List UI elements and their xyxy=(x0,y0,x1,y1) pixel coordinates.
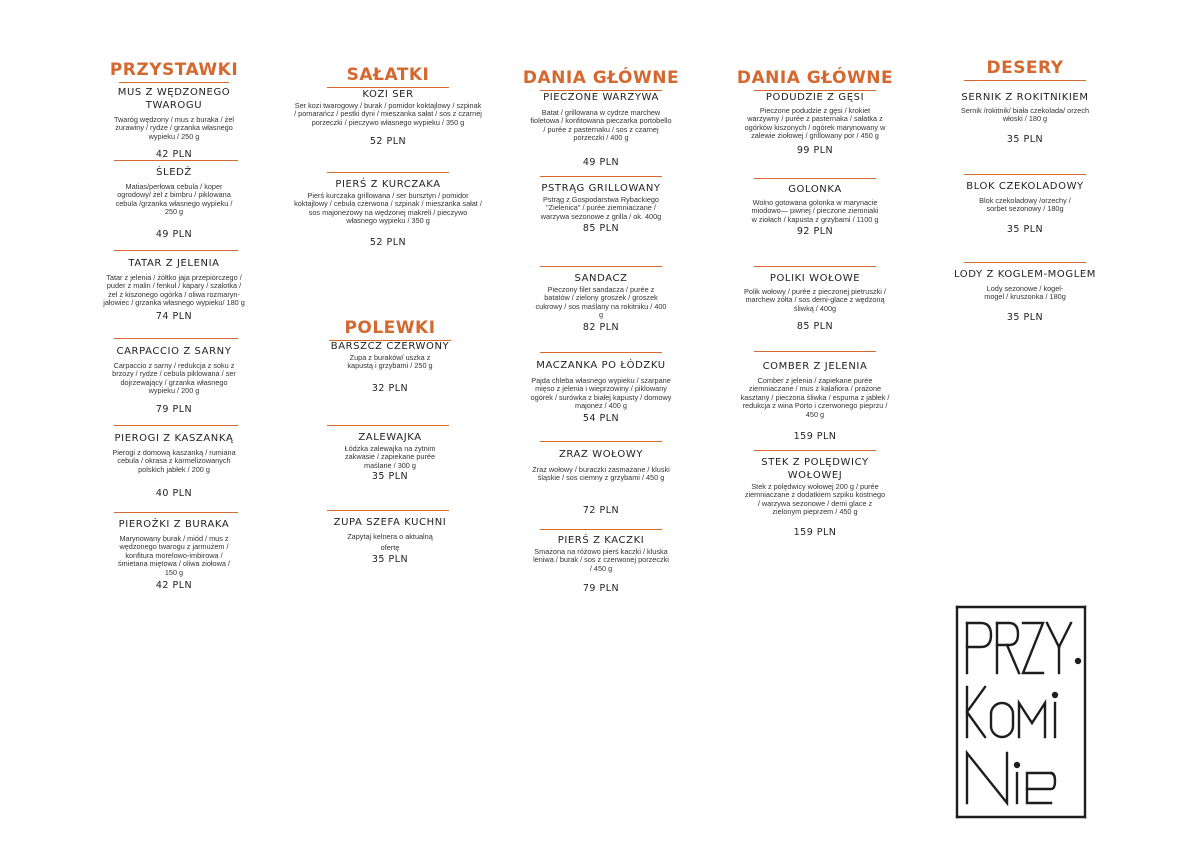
item-description: Pajda chleba własnego wypieku / szarpane mięso z jelenia i wieprzowiny / piklowany ogórek / surówka z białej kapusty / domowy majonez / 400 g xyxy=(530,376,672,411)
item-name: STEK Z POLĘDWICY WOŁOWEJ xyxy=(761,457,869,481)
item-description: Lody sezonowe / kogel-mogel / kruszonka / 180g xyxy=(984,284,1066,302)
menu-item xyxy=(300,431,480,482)
item-description: Pieczony filet sandacza / purée z batatów / zielony groszek / groszek cukrowy / sos maślany na rokitniku / 400 g xyxy=(535,285,667,320)
item-name: BLOK CZEKOLADOWY xyxy=(966,181,1084,192)
item-divider xyxy=(754,351,876,352)
item-price: 85 PLN xyxy=(582,223,620,235)
menu-item xyxy=(103,166,245,240)
item-divider xyxy=(540,266,662,267)
item-divider xyxy=(540,352,662,353)
item-name: KOZI SER xyxy=(362,89,414,100)
item-price: 54 PLN xyxy=(582,412,620,424)
menu-item xyxy=(103,257,245,322)
item-description: Blok czekoladowy /orzechy / sorbet sezonowy / 180g xyxy=(979,196,1071,214)
menu-item xyxy=(300,516,480,565)
item-divider xyxy=(540,529,662,530)
item-description: Carpaccio z sarny / redukcja z soku z brzozy / rydze / cebula piklowana / ser dojrzewający / grzanka własnego wypieku / 200 g xyxy=(112,361,236,396)
menu-item xyxy=(522,91,680,168)
item-divider xyxy=(754,450,876,451)
item-price: 35 PLN xyxy=(371,554,409,565)
menu-item xyxy=(736,91,894,156)
item-description: Matias/perłowa cebula / koper ogrodowy/ żel z bimbru / piklowana cebula /grzanka własnego wypieku / 250 g xyxy=(115,182,233,217)
item-name: PIEROŻKI Z BURAKA xyxy=(118,519,230,530)
section-title: POLEWKI xyxy=(344,318,436,338)
item-name: PIERŚ Z KURCZAKA xyxy=(335,179,441,190)
item-divider xyxy=(964,262,1086,263)
item-divider xyxy=(540,441,662,442)
item-description: Marynowany burak / miód / mus z wędzonego twarogu z jarmużem / konfitura morelowo-imbirowa / śmietana miętowa / oliwa ziołowa / 150 g xyxy=(118,534,230,577)
item-divider xyxy=(114,425,238,426)
column-dania-glowne-1-items xyxy=(522,91,680,611)
menu-item xyxy=(293,178,483,248)
item-name: PIECZONE WARZYWA xyxy=(543,92,659,103)
item-name: PSTRĄG GRILLOWANY xyxy=(541,183,661,194)
item-price: 85 PLN xyxy=(796,321,834,333)
item-description: Pstrąg z Gospodarstwa Rybackiego "Zielenica" / purée ziemniaczane / warzywa sezonowe z grilla / ok. 400g xyxy=(540,195,662,221)
item-name: LODY Z KOGLEM-MOGLEM xyxy=(953,269,1097,280)
item-description: Smażona na różowo pierś kaczki / kluska leniwa / burak / sos z czerwonej porzeczki / 450 g xyxy=(533,547,669,573)
item-divider xyxy=(327,172,449,173)
item-description: Stek z polędwicy wołowej 200 g / purée ziemniaczane z dodatkiem szpiku kostnego / warzywa sezonowe / demi glace z zielonym pieprzem / 450 g xyxy=(744,482,886,517)
item-description: Pierś kurczaka grillowana / ser bursztyn / pomidor koktajlowy / cebula czerwona / szpinak / mieszanka sałat / sos majonezowy na wędzonej makreli / pieczywo własnego wypieku / 350 g xyxy=(294,191,482,226)
column-desery-items xyxy=(950,91,1100,331)
przykominie-logo-icon xyxy=(955,605,1087,819)
item-price: 35 PLN xyxy=(1006,223,1044,235)
item-price: 42 PLN xyxy=(155,580,193,592)
item-description: Tatar z jelenia / żółtko jaja przepiórczego / puder z malin / fenkuł / kapary / szalotka / żel z kiszonego ogórka / oliwa rozmaryn-jałowiec / grzanka własnego wypieku/ 180 g xyxy=(103,273,245,308)
item-name: TATAR Z JELENIA xyxy=(128,258,220,269)
item-name: MACZANKA PO ŁÓDZKU xyxy=(536,360,666,371)
item-price: 92 PLN xyxy=(796,226,834,238)
item-divider xyxy=(114,512,238,513)
item-price: 159 PLN xyxy=(793,431,837,443)
item-divider xyxy=(754,266,876,267)
menu-item xyxy=(300,340,480,394)
item-name: CARPACCIO Z SARNY xyxy=(116,346,232,357)
item-name: PIEROGI Z KASZANKĄ xyxy=(114,433,234,444)
menu-item xyxy=(736,183,894,237)
item-name: COMBER Z JELENIA xyxy=(762,361,868,372)
column-przystawki xyxy=(103,60,245,87)
section-title: DANIA GŁÓWNE xyxy=(736,68,894,88)
column-desery xyxy=(950,58,1100,85)
item-description: Comber z jelenia / zapiekane purée ziemniaczane / mus z kalafiora / prażone kasztany / pieczona śliwka / espuma z jabłek / redukcja z wina Porto i czerwonego pieprzu / 450 g xyxy=(740,376,890,419)
item-description: Pierogi z domową kaszanką / rumiana cebula / okrasa z karmelizowanych polskich jabłek / 200 g xyxy=(112,448,236,474)
section-title: SAŁATKI xyxy=(346,65,430,85)
title-underline xyxy=(119,82,229,83)
item-description: Zapytaj kelnera o aktualną ofertę xyxy=(347,532,433,552)
item-name: MUS Z WĘDZONEGO TWAROGU xyxy=(117,87,231,111)
section-title: PRZYSTAWKI xyxy=(109,60,239,80)
item-description: Batat / grillowana w cydrze marchew fioletowa / konfitowana pieczarka portobello / purée z pasternaku / sos z czarnej porzeczki / 400 g xyxy=(530,108,672,143)
item-price: 72 PLN xyxy=(582,504,620,516)
column-przystawki-items xyxy=(103,86,245,606)
menu-item xyxy=(736,272,894,332)
item-divider xyxy=(964,174,1086,175)
item-name: GOLONKA xyxy=(788,184,842,195)
item-name: POLIKI WOŁOWE xyxy=(769,273,861,284)
menu-item xyxy=(736,360,894,442)
item-divider xyxy=(754,178,876,179)
item-description: Wolno gotowana golonka w marynacie miodowo— piwnej / pieczone ziemniaki w ziołach / kapusta z grzybami / 1100 g xyxy=(751,198,879,224)
item-price: 35 PLN xyxy=(1006,133,1044,145)
item-name: SANDACZ xyxy=(574,273,628,284)
item-description: Zraz wołowy / buraczki zasmażane / kluski śląskie / sos ciemny z grzybami / 450 g xyxy=(532,465,670,483)
item-divider xyxy=(540,176,662,177)
menu-item xyxy=(522,448,680,516)
item-name: ZRAZ WOŁOWY xyxy=(558,449,644,460)
item-name: PIERŚ Z KACZKI xyxy=(557,535,645,546)
item-price: 79 PLN xyxy=(155,403,193,415)
menu-item xyxy=(103,432,245,499)
item-name: ŚLEDŹ xyxy=(156,167,192,178)
item-price: 99 PLN xyxy=(796,144,834,156)
menu-item xyxy=(950,180,1100,235)
item-name: ZALEWAJKA xyxy=(358,432,422,443)
item-description: Łódzka zalewajka na żytnim zakwasie / zapiekane purée maślane / 300 g xyxy=(344,444,436,470)
item-divider xyxy=(114,250,238,251)
item-price: 79 PLN xyxy=(582,583,620,595)
menu-item xyxy=(736,456,894,538)
item-divider xyxy=(327,425,449,426)
item-price: 74 PLN xyxy=(155,310,193,322)
menu-item xyxy=(103,86,245,160)
menu-item xyxy=(522,182,680,234)
column-dania-glowne-2-items xyxy=(736,91,894,541)
item-price: 42 PLN xyxy=(155,149,193,161)
menu-item xyxy=(950,91,1100,145)
title-underline xyxy=(964,80,1086,81)
menu-item xyxy=(103,518,245,591)
column-polewki-items xyxy=(300,340,480,580)
item-price: 52 PLN xyxy=(369,136,407,148)
item-name: BARSZCZ CZERWONY xyxy=(330,341,450,352)
column-salatki-items xyxy=(293,88,483,268)
menu-item xyxy=(950,268,1100,323)
item-price: 35 PLN xyxy=(1006,311,1044,323)
item-price: 40 PLN xyxy=(155,488,193,500)
menu-item xyxy=(293,88,483,147)
item-price: 49 PLN xyxy=(582,156,620,168)
item-description: Sernik /rokitnik/ biała czekolada/ orzech włoski / 180 g xyxy=(960,106,1090,124)
item-divider xyxy=(114,160,238,161)
item-name: PODUDZIE Z GĘSI xyxy=(765,92,865,103)
item-description: Pieczone podudzie z gęsi / krokiet warzywny / purée z pasternaka / sałatka z ogórków kiszonych / ogórek marynowany w zalewie ziołowej / grillowany por / 450 g xyxy=(744,106,886,141)
menu-item xyxy=(522,359,680,424)
item-price: 32 PLN xyxy=(371,382,409,394)
item-price: 49 PLN xyxy=(155,228,193,240)
item-name: SERNIK Z ROKITNIKIEM xyxy=(961,92,1089,103)
item-description: Ser kozi twarogowy / burak / pomidor koktajlowy / szpinak / pomarańcz / pestki dyni / mieszanka sałat / sos z czarnej porzeczki / pieczywo własnego wypieku / 350 g xyxy=(294,101,482,127)
menu-item xyxy=(522,534,680,594)
item-price: 35 PLN xyxy=(371,471,409,483)
item-price: 159 PLN xyxy=(793,526,837,538)
item-divider xyxy=(327,510,449,511)
section-title: DANIA GŁÓWNE xyxy=(522,68,680,88)
item-divider xyxy=(114,338,238,339)
item-description: Twaróg wędzony / mus z buraka / żel żurawiny / rydze / grzanka własnego wypieku / 250 g xyxy=(113,115,235,141)
item-price: 52 PLN xyxy=(369,236,407,248)
item-name: ZUPA SZEFA KUCHNI xyxy=(333,517,447,528)
menu-item xyxy=(522,272,680,333)
item-description: Polik wołowy / purée z pieczonej pietruszki / marchew żółta / sos demi-glace z wędzoną śliwką / 400g xyxy=(744,287,886,313)
item-price: 82 PLN xyxy=(582,321,620,333)
menu-item xyxy=(103,345,245,415)
item-description: Zupa z buraków/ uszka z kapustą i grzybami / 250 g xyxy=(347,353,433,371)
section-title: DESERY xyxy=(986,58,1064,78)
